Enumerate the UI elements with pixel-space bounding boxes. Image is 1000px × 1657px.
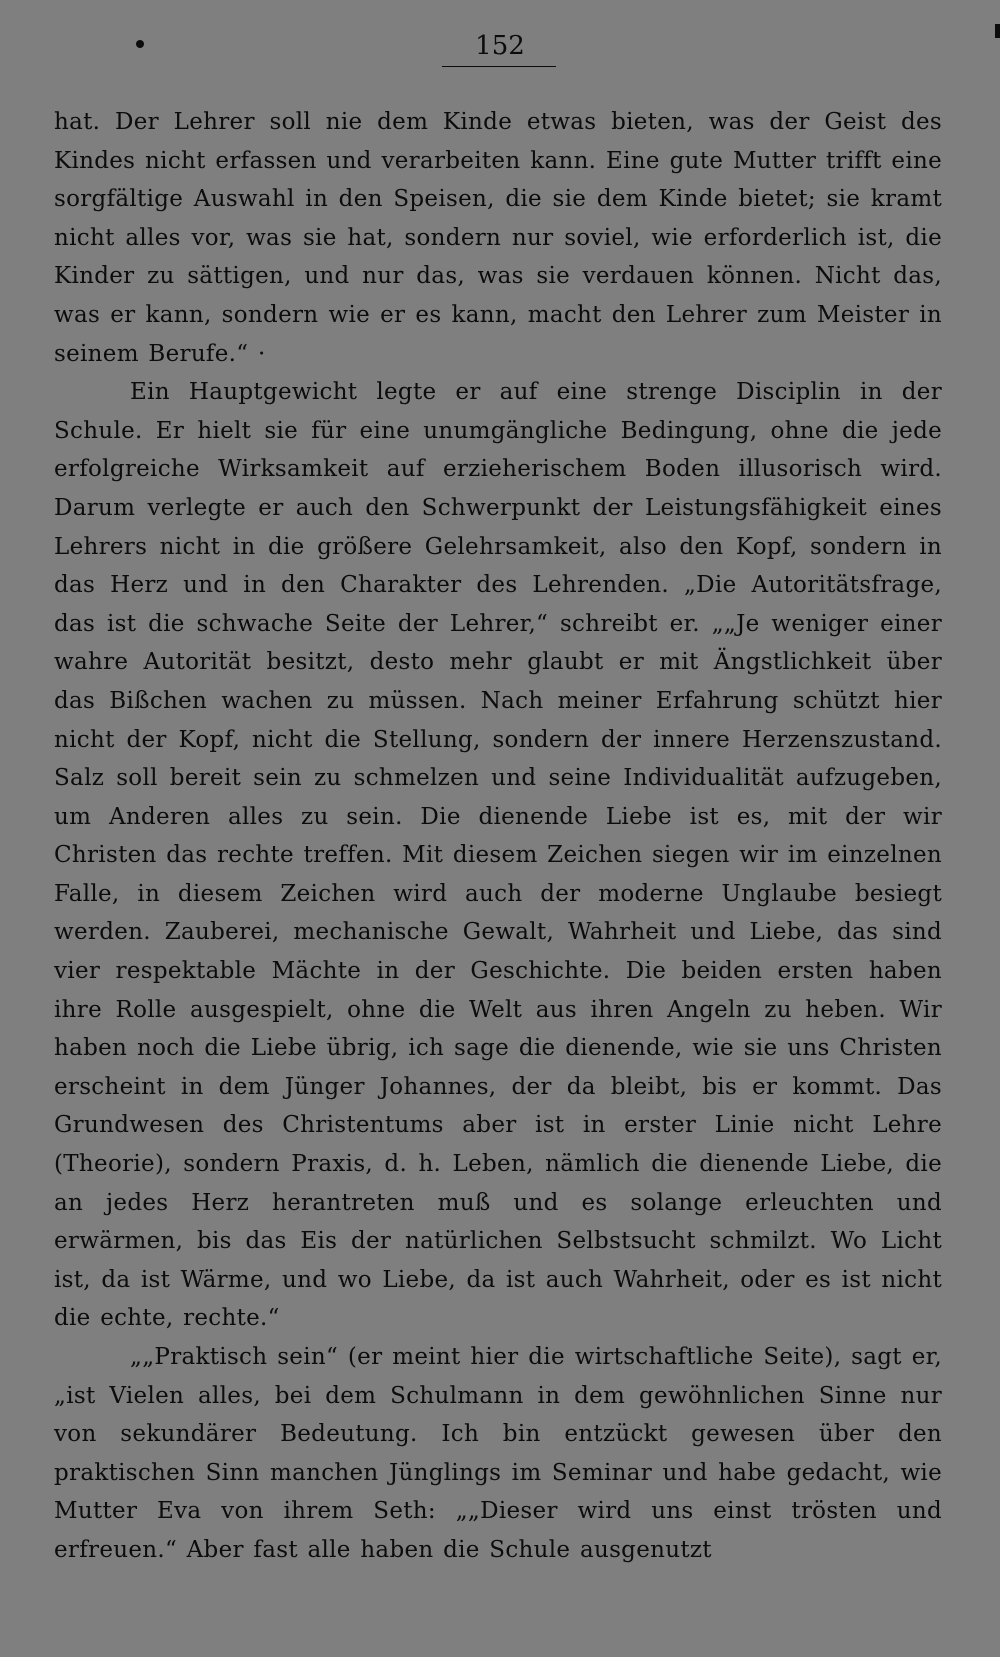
page-header — [0, 30, 1000, 70]
page-number-rule — [442, 66, 556, 67]
margin-dot — [136, 40, 144, 48]
edge-mark — [995, 24, 1000, 38]
paragraph-3: „„Praktisch sein“ (er meint hier die wirtschaftliche Seite), sagt er, „ist Vielen alles, bei dem Schulmann in dem gewöhnlichen Sinne nur von sekundärer Bedeutung. Ich bin entzückt gewesen über den praktischen Sinn manchen Jünglings im Seminar und habe gedacht, wie Mutter Eva von ihrem Seth: „„Dieser wird uns einst trösten und erfreuen.“ Aber fast alle haben die Schule ausgenutzt — [54, 1344, 942, 1563]
paragraph-2: Ein Hauptgewicht legte er auf eine strenge Disciplin in der Schule. Er hielt sie für eine unumgängliche Bedingung, ohne die jede erfolgreiche Wirksamkeit auf erzieherischem Boden illusorisch wird. Darum verlegte er auch den Schwerpunkt der Leistungsfähigkeit eines Lehrers nicht in die größere Gelehrsamkeit, also den Kopf, sondern in das Herz und in den Charakter des Lehrenden. „Die Autoritätsfrage, das ist die schwache Seite der Lehrer,“ schreibt er. „„Je weniger einer wahre Autorität besitzt, desto mehr glaubt er mit Ängstlichkeit über das Bißchen wachen zu müssen. Nach meiner Erfahrung schützt hier nicht der Kopf, nicht die Stellung, sondern der innere Herzenszustand. Salz soll bereit sein zu schmelzen und seine Individualität aufzugeben, um Anderen alles zu sein. Die dienende Liebe ist es, mit der wir Christen das rechte treffen. Mit diesem Zeichen siegen wir im einzelnen Falle, in diesem Zeichen wird auch der moderne Unglaube besiegt werden. Zauberei, mechanische Gewalt, Wahrheit und Liebe, das sind vier respektable Mächte in der Geschichte. Die beiden ersten haben ihre Rolle ausgespielt, ohne die Welt aus ihren Angeln zu heben. Wir haben noch die Liebe übrig, ich sage die dienende, wie sie uns Christen erscheint in dem Jünger Johannes, der da bleibt, bis er kommt. Das Grundwesen des Christentums aber ist in erster Linie nicht Lehre (Theorie), sondern Praxis, d. h. Leben, nämlich die dienende Liebe, die an jedes Herz herantreten muß und es solange erleuchten und erwärmen, bis das Eis der natürlichen Selbstsucht schmilzt. Wo Licht ist, da ist Wärme, und wo Liebe, da ist auch Wahrheit, oder es ist nicht die echte, rechte.“ — [54, 379, 942, 1332]
body-text — [54, 103, 942, 1570]
page-number: 152 — [475, 31, 525, 61]
paragraph-1: hat. Der Lehrer soll nie dem Kinde etwas bieten, was der Geist des Kindes nicht erfassen und verarbeiten kann. Eine gute Mutter trifft eine sorgfältige Auswahl in den Speisen, die sie dem Kinde bietet; sie kramt nicht alles vor, was sie hat, sondern nur soviel, wie erforderlich ist, die Kinder zu sättigen, und nur das, was sie verdauen können. Nicht das, was er kann, sondern wie er es kann, macht den Lehrer zum Meister in seinem Berufe.“ · — [54, 109, 942, 367]
